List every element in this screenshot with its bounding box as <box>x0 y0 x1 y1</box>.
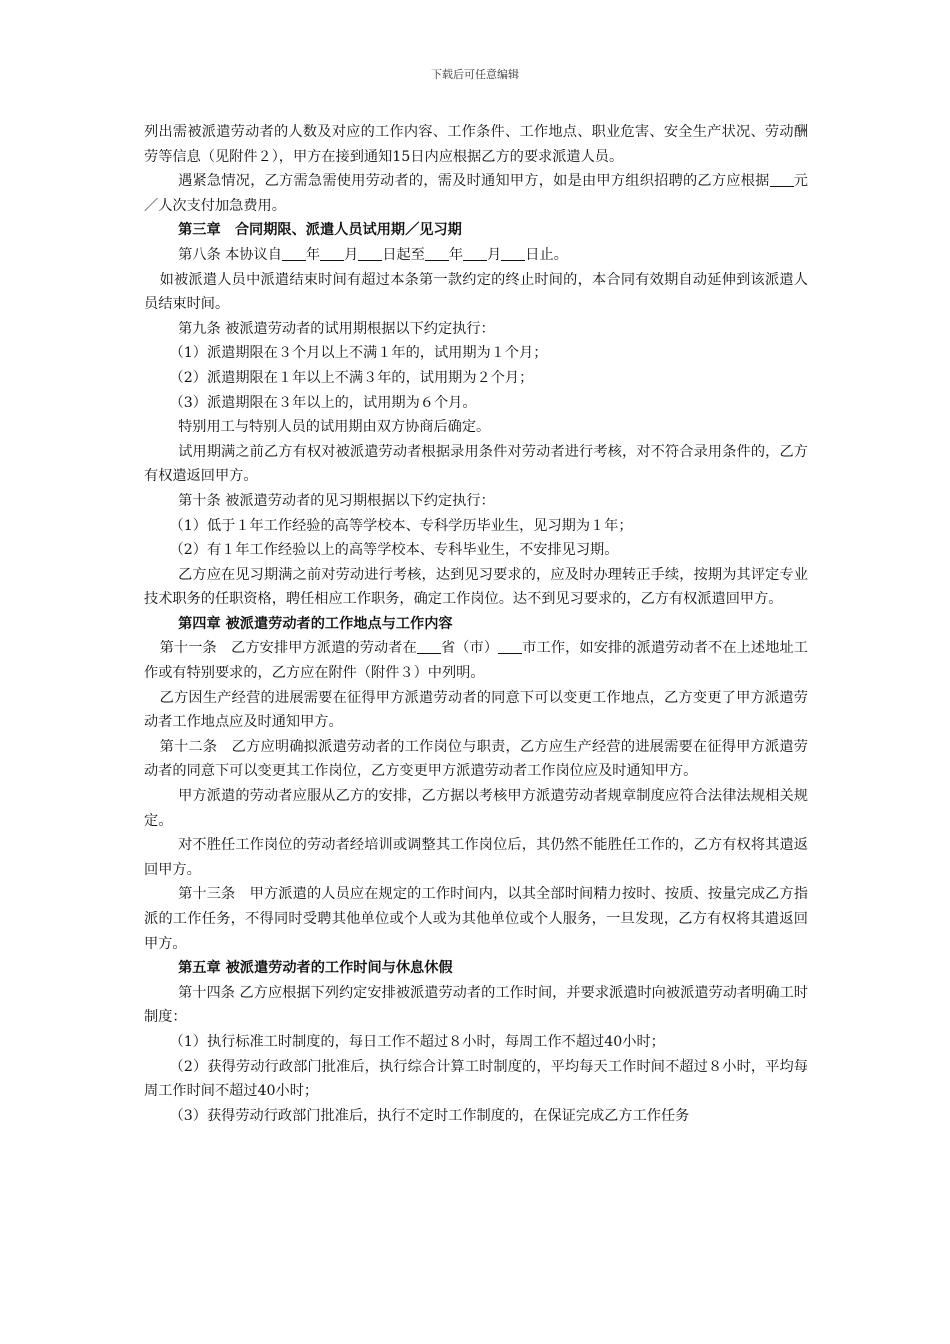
blank-field <box>501 246 525 261</box>
paragraph: 乙方因生产经营的进展需要在征得甲方派遣劳动者的同意下可以变更工作地点，乙方变更了甲方派遣劳动者工作地点应及时通知甲方。 <box>144 689 808 731</box>
chapter-heading: 第三章 合同期限、派遣人员试用期／见习期 <box>178 222 462 239</box>
paragraph: （1）低于１年工作经验的高等学校本、专科学历毕业生，见习期为１年； <box>169 517 633 534</box>
paragraph: （2）派遣期限在１年以上不满３年的，试用期为２个月； <box>169 369 534 386</box>
paragraph: 如被派遣人员中派遣结束时间有超过本条第一款约定的终止时间的，本合同有效期自动延伸到该派遣人员结束时间。 <box>144 271 808 313</box>
paragraph: （3）派遣期限在３年以上的，试用期为６个月。 <box>169 394 477 411</box>
paragraph: （1）派遣期限在３个月以上不满１年的，试用期为１个月； <box>169 345 548 362</box>
paragraph: （2）有１年工作经验以上的高等学校本、专科毕业生，不安排见习期。 <box>169 542 619 559</box>
paragraph: 第八条 本协议自 年 月 日起至 年 月 日止。 <box>178 246 568 263</box>
blank-field <box>417 639 441 654</box>
paragraph: 第十三条 甲方派遣的人员应在规定的工作时间内，以其全部时间精力按时、按质、按量完成乙方指派的工作任务，不得同时受聘其他单位或个人或为其他单位或个人服务，一旦发现，乙方有权将其遣返回甲方。 <box>144 886 808 952</box>
chapter-heading: 第四章 被派遣劳动者的工作地点与工作内容 <box>178 615 453 632</box>
paragraph: 第十四条 乙方应根据下列约定安排被派遣劳动者的工作时间，并要求派遣时向被派遣劳动者明确工时制度： <box>144 984 808 1026</box>
paragraph: 对不胜任工作岗位的劳动者经培训或调整其工作岗位后，其仍然不能胜任工作的，乙方有权将其遣返回甲方。 <box>144 837 808 878</box>
blank-field <box>320 246 344 261</box>
paragraph: 甲方派遣的劳动者应服从乙方的安排，乙方据以考核甲方派遣劳动者规章制度应符合法律法规相关规定。 <box>144 788 808 829</box>
paragraph: 第十一条 乙方安排甲方派遣的劳动者在 省（市） 市工作，如安排的派遣劳动者不在上述地址工作或有特别要求的，乙方应在附件（附件３）中列明。 <box>144 640 808 682</box>
paragraph: 试用期满之前乙方有权对被派遣劳动者根据录用条件对劳动者进行考核，对不符合录用条件的，乙方有权遣返回甲方。 <box>144 443 808 485</box>
blank-field <box>282 246 306 261</box>
document-body <box>144 120 808 1128</box>
paragraph: （2）获得劳动行政部门批准后，执行综合计算工时制度的，平均每天工作时间不超过８小时，平均每周工作时间不超过40小时； <box>144 1058 808 1100</box>
paragraph: 第九条 被派遣劳动者的试用期根据以下约定执行： <box>178 320 495 337</box>
paragraph: （1）执行标准工时制度的，每日工作不超过８小时，每周工作不超过40小时； <box>169 1033 665 1050</box>
paragraph: 列出需被派遣劳动者的人数及对应的工作内容、工作条件、工作地点、职业危害、安全生产状况、劳动酬劳等信息（见附件２），甲方在接到通知15日内应根据乙方的要求派遣人员。 <box>144 124 808 165</box>
chapter-heading: 第五章 被派遣劳动者的工作时间与休息休假 <box>178 960 453 977</box>
blank-field <box>463 246 487 261</box>
blank-field <box>770 172 794 187</box>
paragraph: 第十条 被派遣劳动者的见习期根据以下约定执行： <box>178 492 495 509</box>
blank-field <box>498 639 522 654</box>
page-header: 下载后可任意编辑 <box>431 68 519 81</box>
paragraph: 第十二条 乙方应明确拟派遣劳动者的工作岗位与职责，乙方应生产经营的进展需要在征得甲方派遣劳动者的同意下可以变更其工作岗位，乙方变更甲方派遣劳动者工作岗位应及时通知甲方。 <box>144 738 808 780</box>
blank-field <box>358 246 382 261</box>
paragraph: 特别用工与特别人员的试用期由双方协商后确定。 <box>178 419 491 436</box>
paragraph: 遇紧急情况，乙方需急需使用劳动者的，需及时通知甲方，如是由甲方组织招聘的乙方应根据 元／人次支付加急费用。 <box>144 173 808 214</box>
blank-field <box>425 246 449 261</box>
paragraph: 乙方应在见习期满之前对劳动进行考核，达到见习要求的，应及时办理转正手续，按期为其评定专业技术职务的任职资格，聘任相应工作职务，确定工作岗位。达不到见习要求的，乙方有权派遣回甲方。 <box>144 566 808 608</box>
paragraph: （3）获得劳动行政部门批准后，执行不定时工作制度的，在保证完成乙方工作任务 <box>169 1107 690 1124</box>
